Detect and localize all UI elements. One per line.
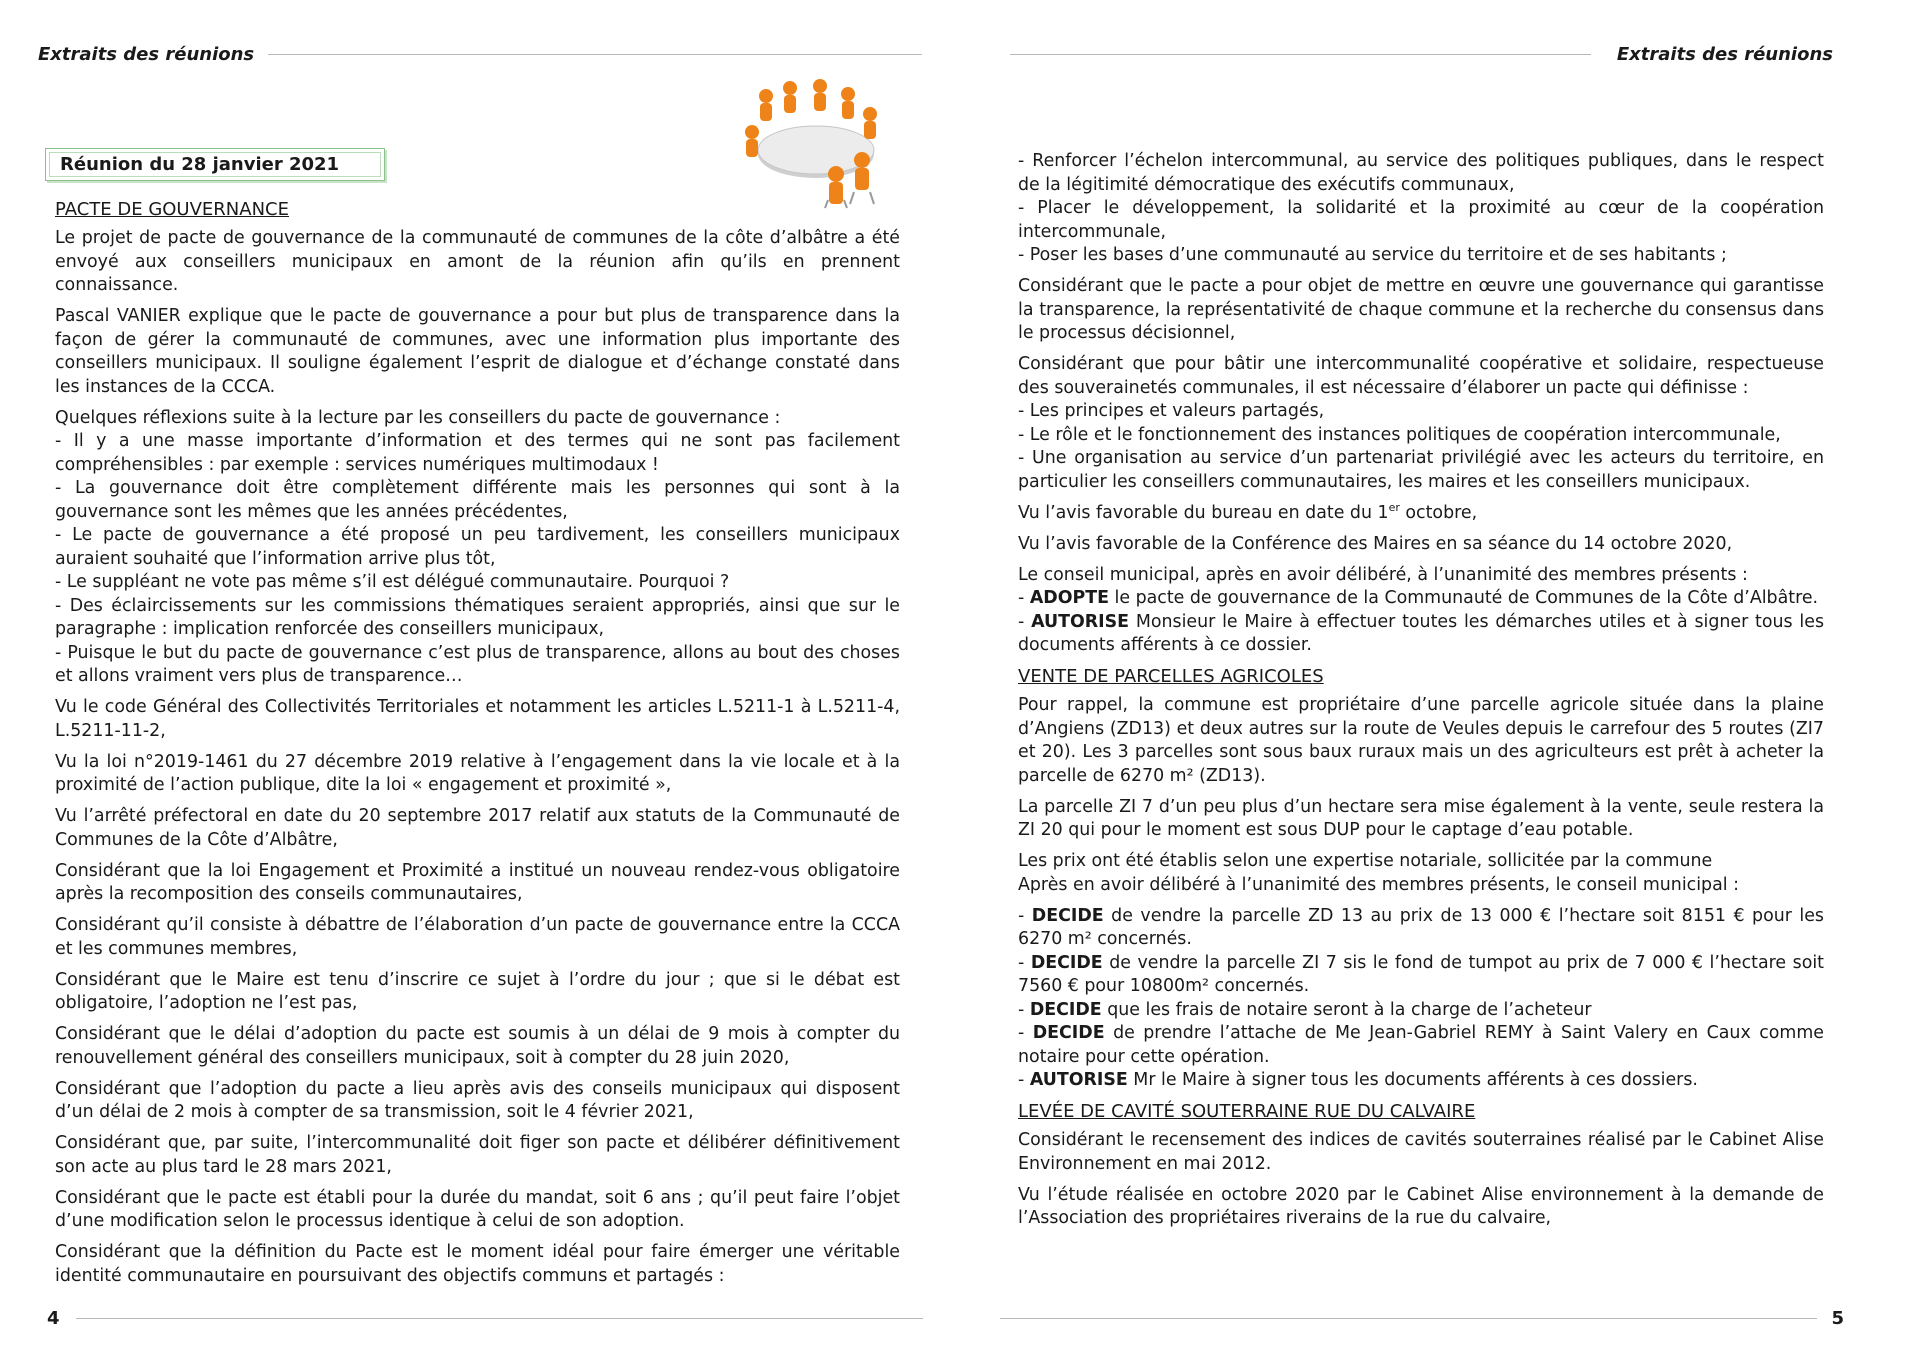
decision-text: Monsieur le Maire à effectuer toutes les démarches utiles et à signer tous les documents afférents à ce dossier.: [1018, 611, 1824, 655]
decision-text: de vendre la parcelle ZI 7 sis le fond de tumpot au prix de 7 000 € l’hectare soit 7560 € pour 10800m² concernés.: [1018, 952, 1824, 996]
paragraph: Considérant que le délai d’adoption du pacte est soumis à un délai de 9 mois à compter du renouvellement général des conseillers municipaux, soit à compter du 28 juin 2020,: [55, 1024, 900, 1068]
list-item: - Placer le développement, la solidarité et la proximité au cœur de la coopération intercommunale,: [1018, 198, 1824, 242]
decision-item: [1018, 905, 1824, 952]
dash: -: [1018, 588, 1030, 608]
decision-keyword: ADOPTE: [1029, 588, 1109, 608]
paragraph: Considérant que le Maire est tenu d’inscrire ce sujet à l’ordre du jour ; que si le débat est obligatoire, l’adoption ne l’est pas,: [55, 969, 900, 1013]
list-item: - Poser les bases d’une communauté au service du territoire et de ses habitants ;: [1018, 245, 1727, 265]
header-title: Extraits des réunions: [38, 44, 255, 65]
decision-text: de vendre la parcelle ZD 13 au prix de 13 000 € l’hectare soit 8151 € pour les 6270 m² concernés.: [1018, 905, 1824, 949]
paragraph: Pascal VANIER explique que le pacte de gouvernance a pour but plus de transparence dans la façon de gérer la communauté de communes, avec une information plus importante des conseillers municipaux. Il souligne également l’esprit de dialogue et d’échange constaté dans les instances de la CCCA.: [55, 306, 900, 397]
paragraph: Considérant que le pacte a pour objet de mettre en œuvre une gouvernance qui garantisse la transparence, la représentativité de chaque commune et la recherche du consensus dans le processus décisionnel,: [1018, 276, 1824, 343]
paragraph: Considérant qu’il consiste à débattre de l’élaboration d’un pacte de gouvernance entre la CCCA et les communes membres,: [55, 915, 900, 959]
dash: -: [1018, 1070, 1030, 1090]
decision-item: [1018, 611, 1824, 658]
paragraph: Considérant que l’adoption du pacte a lieu après avis des conseils municipaux qui disposent d’un délai de 2 mois à compter de sa transmission, soit le 4 février 2021,: [55, 1078, 900, 1122]
paragraph: Considérant le recensement des indices de cavités souterraines réalisé par le Cabinet Alise Environnement en mai 2012.: [1018, 1130, 1824, 1174]
decision-text: le pacte de gouvernance de la Communauté de Communes de la Côte d’Albâtre.: [1108, 588, 1819, 608]
paragraph: Quelques réflexions suite à la lecture par les conseillers du pacte de gouvernance :: [55, 407, 781, 428]
paragraph: Vu l’étude réalisée en octobre 2020 par le Cabinet Alise environnement à la demande de l’Association des propriétaires riverains de la rue du calvaire,: [1018, 1184, 1824, 1228]
list-item: - La gouvernance doit être complètement différente mais les personnes qui sont à la gouvernance sont les mêmes que les années précédentes,: [55, 478, 900, 522]
paragraph: [1018, 502, 1824, 526]
dash: -: [1018, 611, 1032, 632]
decision-keyword: DECIDE: [1029, 999, 1102, 1020]
paragraph: Considérant que, par suite, l’intercommunalité doit figer son pacte et délibérer définitivement son acte au plus tard le 28 mars 2021,: [55, 1133, 900, 1177]
decision-keyword: AUTORISE: [1031, 611, 1130, 632]
right-page: [960, 0, 1920, 1357]
running-header: [1010, 44, 1833, 65]
paragraph: Pour rappel, la commune est propriétaire d’une parcelle agricole située dans la plaine d’Angiens (ZD13) et deux autres sur la route de Veules depuis le carrefour des 5 routes (ZI7 et 20). Les 3 parcelles sont sous baux ruraux mais un des agriculteurs est prêt à acheter la parcelle de 6270 m² (ZD13).: [1018, 695, 1824, 786]
left-column: [55, 198, 900, 1296]
paragraph: Vu l’arrêté préfectoral en date du 20 septembre 2017 relatif aux statuts de la Communauté de Communes de la Côte d’Albâtre,: [55, 806, 900, 850]
meeting-title: Réunion du 28 janvier 2021: [60, 154, 340, 175]
paragraph: La parcelle ZI 7 d’un peu plus d’un hectare sera mise également à la vente, seule restera la ZI 20 qui pour le moment est sous DUP pour le captage d’eau potable.: [1018, 796, 1824, 840]
decision-text: de prendre l’attache de Me Jean-Gabriel REMY à Saint Valery en Caux comme notaire pour cette opération.: [1018, 1023, 1824, 1067]
list-item: - Il y a une masse importante d’information et des termes qui ne sont pas facilement compréhensibles : par exemple : services numériques multimodaux !: [55, 431, 900, 475]
paragraph: Vu l’avis favorable de la Conférence des Maires en sa séance du 14 octobre 2020,: [1018, 533, 1733, 554]
list-item: - Le pacte de gouvernance a été proposé un peu tardivement, les conseillers municipaux auraient souhaité que l’information arrive plus tôt,: [55, 525, 900, 569]
list-item: - Renforcer l’échelon intercommunal, au service des politiques publiques, dans le respect de la légitimité démocratique des exécutifs communaux,: [1018, 151, 1824, 195]
decision-item: [1018, 952, 1824, 999]
paragraph: Considérant que la définition du Pacte est le moment idéal pour faire émerger une véritable identité communautaire en poursuivant des objectifs communs et partagés :: [55, 1242, 900, 1286]
footer-rule: [76, 1318, 923, 1319]
meeting-title-box: [45, 148, 385, 181]
decision-text: que les frais de notaire seront à la charge de l’acheteur: [1101, 999, 1592, 1020]
decision-item: [1018, 1022, 1824, 1069]
list-item: - Une organisation au service d’un partenariat privilégié avec les acteurs du territoire, en particulier les conseillers communautaires, les maires et les conseillers municipaux.: [1018, 448, 1824, 492]
paragraph: Considérant que le pacte est établi pour la durée du mandat, soit 6 ans ; qu’il peut faire l’objet d’une modification selon le processus identique à celui de son adoption.: [55, 1187, 900, 1231]
list-item: - Le suppléant ne vote pas même s’il est délégué communautaire. Pourquoi ?: [55, 572, 730, 592]
section-heading-cavite: LEVÉE DE CAVITÉ SOUTERRAINE RUE DU CALVAIRE: [1018, 1101, 1476, 1122]
dash: -: [1018, 905, 1032, 926]
ordinal-superscript: er: [1388, 500, 1400, 514]
dash: -: [1018, 1023, 1033, 1043]
decision-item: [1018, 1069, 1824, 1093]
list-item: - Des éclaircissements sur les commissions thématiques seraient appropriés, ainsi que sur le paragraphe : implication renforcée des conseillers municipaux,: [55, 595, 900, 639]
paragraph: Considérant que la loi Engagement et Proximité a institué un nouveau rendez-vous obligatoire après la recomposition des conseils communautaires,: [55, 860, 900, 904]
paragraph: Le projet de pacte de gouvernance de la communauté de communes de la côte d’albâtre a été envoyé aux conseillers municipaux en amont de la réunion afin qu’ils en prennent connaissance.: [55, 228, 900, 295]
decision-keyword: AUTORISE: [1029, 1070, 1128, 1090]
list-item: - Puisque le but du pacte de gouvernance c’est plus de transparence, allons au bout des choses et allons vraiment vers plus de transparence…: [55, 642, 900, 686]
page-footer: [1000, 1308, 1844, 1329]
right-column: [1018, 150, 1824, 1238]
header-rule: [268, 54, 922, 55]
decision-keyword: DECIDE: [1032, 1023, 1105, 1043]
text-run: octobre,: [1399, 502, 1478, 523]
text-run: Vu l’avis favorable du bureau en date du 1: [1018, 502, 1389, 523]
decision-keyword: DECIDE: [1031, 905, 1104, 926]
header-title: Extraits des réunions: [1616, 44, 1833, 65]
decision-item: [1018, 999, 1824, 1023]
meeting-illustration: [736, 74, 896, 209]
list-item: - Les principes et valeurs partagés,: [1018, 401, 1325, 421]
page-number: 4: [47, 1308, 60, 1329]
running-header: [38, 44, 922, 65]
decision-keyword: DECIDE: [1030, 952, 1103, 973]
decision-item: [1018, 587, 1824, 611]
paragraph: Considérant que pour bâtir une intercommunalité coopérative et solidaire, respectueuse des souverainetés communales, il est nécessaire d’élaborer un pacte qui définisse :: [1018, 354, 1824, 398]
header-rule: [1010, 54, 1591, 55]
page-footer: [47, 1308, 923, 1329]
decision-text: Mr le Maire à signer tous les documents afférents à ces dossiers.: [1127, 1070, 1698, 1090]
paragraph: Les prix ont été établis selon une expertise notariale, sollicitée par la commune: [1018, 851, 1713, 871]
list-item: - Le rôle et le fonctionnement des instances politiques de coopération intercommunale,: [1018, 424, 1781, 445]
section-heading-vente: VENTE DE PARCELLES AGRICOLES: [1018, 666, 1324, 687]
paragraph: Après en avoir délibéré à l’unanimité des membres présents, le conseil municipal :: [1018, 874, 1739, 895]
dash: -: [1018, 999, 1030, 1020]
section-heading-pacte: PACTE DE GOUVERNANCE: [55, 199, 289, 220]
paragraph: Le conseil municipal, après en avoir délibéré, à l’unanimité des membres présents :: [1018, 564, 1748, 585]
footer-rule: [1000, 1318, 1817, 1319]
page-number: 5: [1831, 1308, 1844, 1329]
paragraph: Vu la loi n°2019-1461 du 27 décembre 2019 relative à l’engagement dans la vie locale et à la proximité de l’action publique, dite la loi « engagement et proximité »,: [55, 751, 900, 795]
paragraph: Vu le code Général des Collectivités Territoriales et notamment les articles L.5211-1 à L.5211-4, L.5211-11-2,: [55, 697, 900, 741]
dash: -: [1018, 952, 1031, 973]
